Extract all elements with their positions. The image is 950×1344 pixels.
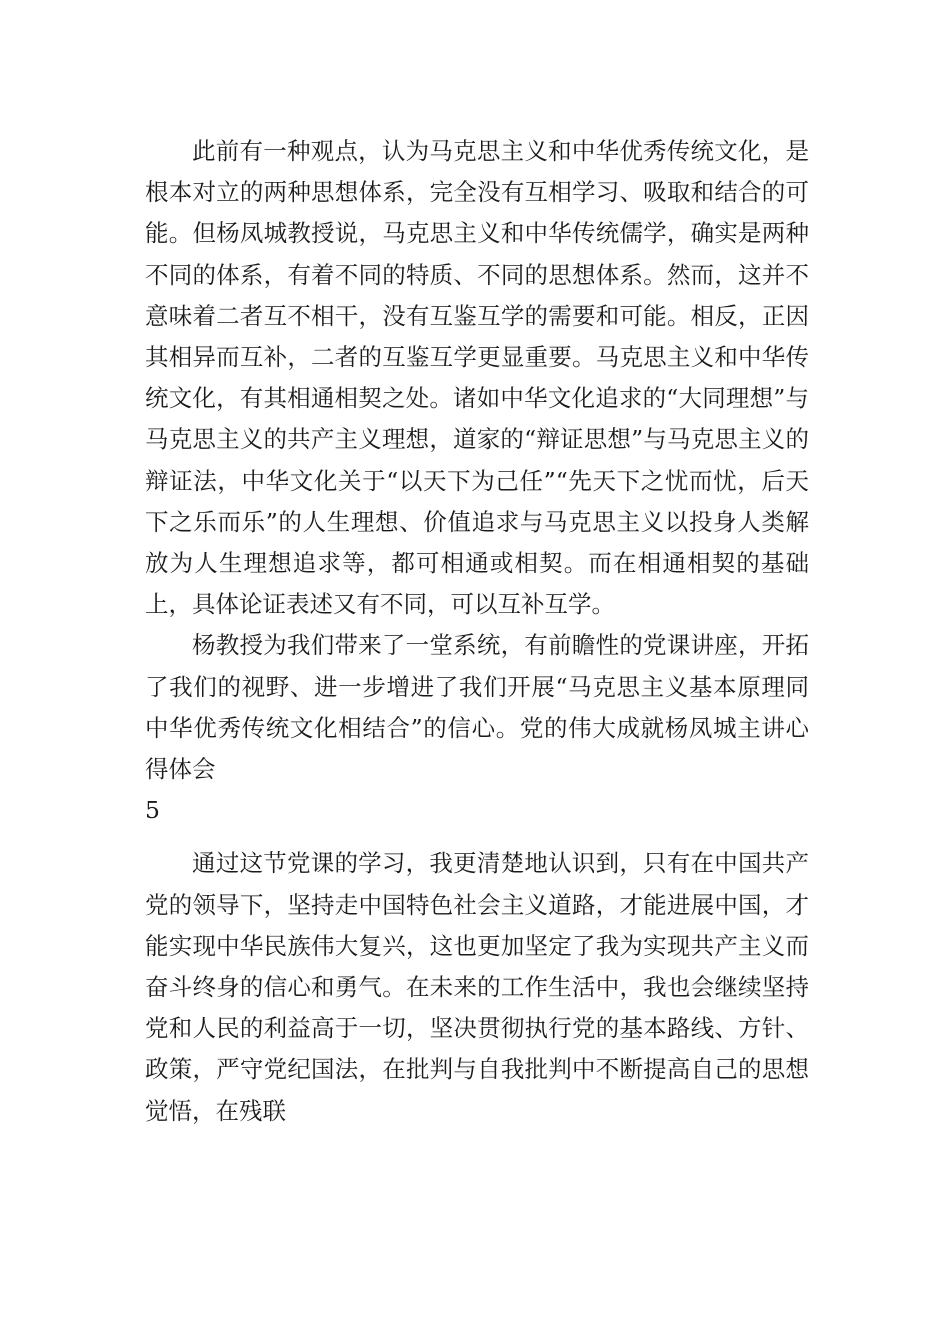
paragraph-marxism-and-culture: 此前有一种观点，认为马克思主义和中华优秀传统文化，是根本对立的两种思想体系，完全没有互相学习、吸取和结合的可能。但杨凤城教授说，马克思主义和中华传统儒学，确实是两种不同的体系，有着不同的特质、不同的思想体系。然而，这并不意味着二者互不相干，没有互鉴互学的需要和可能。相反，正因其相异而互补，二者的互鉴互学更显重要。马克思主义和中华传统文化，有其相通相契之处。诸如中华文化追求的“大同理想”与马克思主义的共产主义理想，道家的“辩证思想”与马克思主义的辩证法，中华文化关于“以天下为己任”“先天下之忧而忧，后天下之乐而乐”的人生理想、价值追求与马克思主义以投身人类解放为人生理想追求等，都可相通或相契。而在相通相契的基础上，具体论证表述又有不同，可以互补互学。 [145, 137, 809, 619]
paragraph-lecture-review: 杨教授为我们带来了一堂系统，有前瞻性的党课讲座，开拓了我们的视野、进一步增进了我们开展“马克思主义基本原理同中华优秀传统文化相结合”的信心。党的伟大成就杨凤城主讲心得体会 [145, 631, 809, 784]
paragraph-gap [145, 831, 809, 843]
document-page [145, 131, 809, 1132]
section-number: 5 [145, 796, 160, 825]
paragraph-study-reflection: 通过这节党课的学习，我更清楚地认识到，只有在中国共产党的领导下，坚持走中国特色社会主义道路，才能进展中国，才能实现中华民族伟大复兴，这也更加坚定了我为实现共产主义而奋斗终身的信心和勇气。在未来的工作生活中，我也会继续坚持党和人民的利益高于一切，坚决贯彻执行党的基本路线、方针、政策，严守党纪国法，在批判与自我批判中不断提高自己的思想觉悟，在残联 [145, 849, 809, 1125]
